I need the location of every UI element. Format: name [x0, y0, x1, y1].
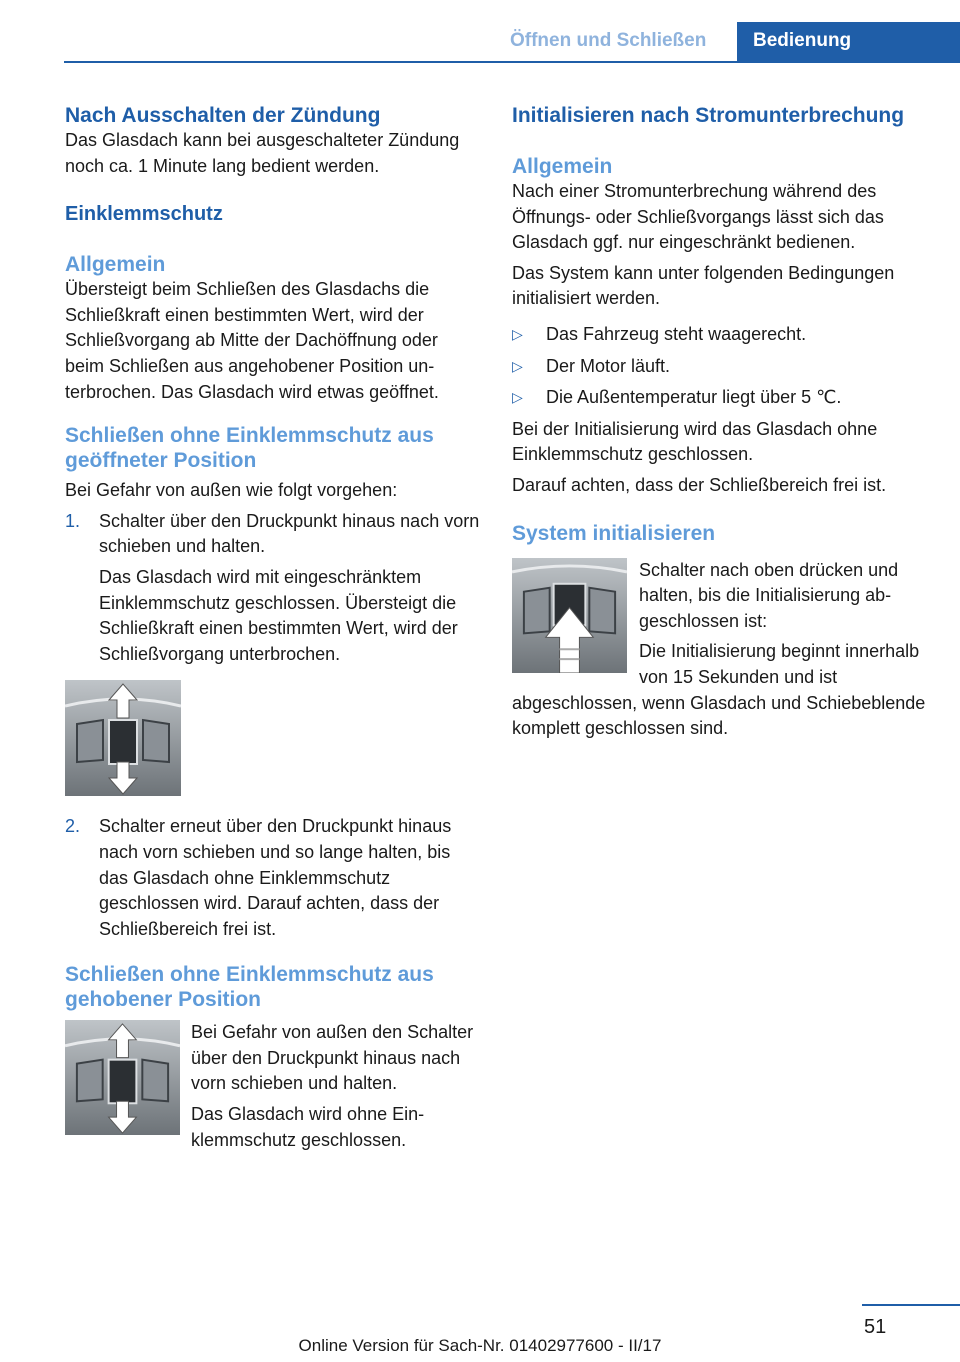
- header-tab: Bedienung: [737, 22, 960, 63]
- heading-gehoben: Schließen ohne Einklemmschutz aus gehobener Position: [65, 963, 434, 1012]
- heading-geoeffnet: Schließen ohne Einklemmschutz aus geöffneter Position: [65, 424, 434, 473]
- heading-allgemein: Allgemein: [65, 253, 166, 277]
- para-gehoben-1: Bei Gefahr von außen den Schalter über den Druckpunkt hinaus nach vorn schieben und halten.: [191, 1022, 474, 1094]
- heading-allgemein-r: Allgemein: [512, 155, 613, 178]
- triangle-right-icon: ▷: [512, 357, 523, 374]
- init-block: [512, 558, 928, 742]
- para-r5: Schalter nach oben drücken und halten, bis die Initialisierung abgeschlossen ist:: [639, 559, 899, 631]
- footer-rule: [862, 1304, 960, 1306]
- left-column: [65, 103, 481, 1158]
- para-gehoben-2: Das Glasdach wird ohne Einklemmschutz geschlossen.: [191, 1104, 425, 1150]
- para-r6: Die Initialisierung beginnt innerhalb von 15 Sekunden und ist abgeschlossen, wenn Glasdach und Schiebeblende komplett geschlossen sind.: [512, 641, 926, 739]
- para-r2: Das System kann unter folgenden Bedingungen initialisiert werden.: [512, 262, 895, 309]
- steps-list: [65, 509, 481, 943]
- heading-einklemmschutz: Einklemmschutz: [65, 203, 223, 226]
- step-item: [65, 509, 481, 668]
- triangle-right-icon: ▷: [512, 325, 523, 342]
- step-extra: Das Glasdach wird mit eingeschränktem Einklemmschutz geschlossen. Übersteigt die Schließkraft einen bestimmten Wert, wird der Schließvorgang unterbrochen.: [99, 566, 458, 664]
- list-item: ▷ Die Außentemperatur liegt über 5 ℃.: [512, 385, 928, 411]
- list-item: ▷ Der Motor läuft.: [512, 354, 928, 380]
- list-item: ▷ Das Fahrzeug steht waagerecht.: [512, 322, 928, 348]
- para-r1: Nach einer Stromunterbrechung während des Öffnungs- oder Schließvorgangs lässt sich das Glasdach ggf. nur eingeschränkt bedienen.: [512, 181, 884, 253]
- step-text: Schalter über den Druckpunkt hinaus nach vorn schieben und halten.: [99, 510, 480, 557]
- triangle-right-icon: ▷: [512, 389, 523, 406]
- step-item: [65, 814, 481, 942]
- step-number: 1.: [65, 510, 81, 531]
- para-zuendung: Das Glasdach kann bei ausgeschalteter Zündung noch ca. 1 Minute lang bedient werden.: [65, 130, 460, 176]
- step-text: Schalter erneut über den Druckpunkt hinaus nach vorn schieben und so lange halten, bis das Glasdach ohne Einklemmschutz geschlossen wird. Darauf achten, dass der Schließbereich frei ist.: [99, 816, 452, 939]
- para-allgemein: Übersteigt beim Schließen des Glasdachs die Schließkraft einen bestimmten Wert, wird der Schließvorgang ab Mitte der Dachöffnung oder beim Schließen aus angehobener Position unterbrochen. Das Glasdach wird etwas geöffnet.: [65, 279, 439, 402]
- header-section-title: Öffnen und Schließen: [510, 30, 707, 51]
- para-r4: Darauf achten, dass der Schließbereich frei ist.: [512, 474, 887, 495]
- heading-initialisieren: Initialisieren nach Stromunterbrechung: [512, 104, 905, 127]
- right-column: [512, 103, 928, 747]
- step-number: 2.: [65, 816, 81, 837]
- sunroof-switch-up-down-arrows-icon: [65, 680, 181, 796]
- footer-text: Online Version für Sach-Nr. 01402977600 - II/17: [298, 1336, 662, 1355]
- conditions-list: [512, 322, 928, 411]
- page-number: 51: [864, 1316, 887, 1338]
- heading-system-init: System initialisieren: [512, 521, 716, 545]
- para-r3: Bei der Initialisierung wird das Glasdach ohne Einklemmschutz geschlossen.: [512, 418, 878, 465]
- heading-nach-ausschalten: Nach Ausschalten der Zündung: [65, 104, 381, 127]
- para-gefahr: Bei Gefahr von außen wie folgt vorgehen:: [65, 480, 398, 501]
- sunroof-switch-up-arrow-icon: [512, 558, 627, 673]
- header-rule: [64, 61, 960, 63]
- gehoben-block: [65, 1020, 481, 1153]
- sunroof-switch-up-down-arrows-icon: [65, 1020, 180, 1135]
